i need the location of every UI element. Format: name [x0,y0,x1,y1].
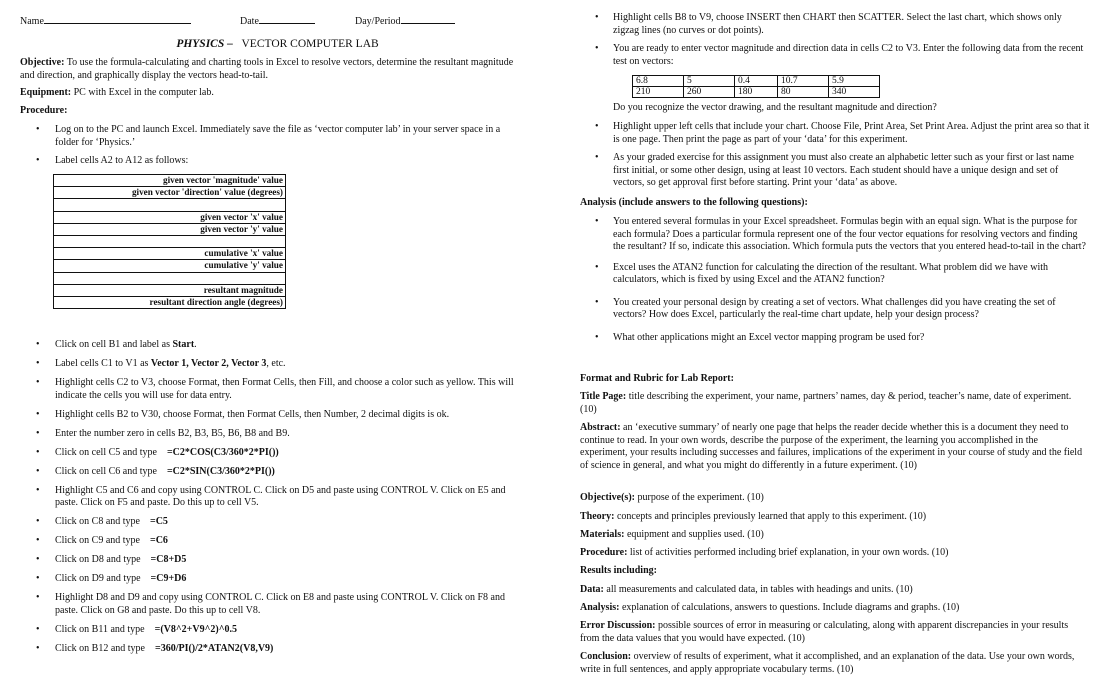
procedure-steps-list [20,339,525,655]
table-row [54,260,286,272]
vector-data-table [632,75,880,98]
rubric-text: title describing the experiment, your name, partners’ names, day & period, teacher’s name, date of experiment. (10) [580,391,1072,415]
rubric-text: overview of results of experiment, what it accomplished, and an explanation of the data. Use your own words, write in full sentences, and apply appropriate vocabulary terms. (10) [580,651,1075,675]
rubric-materials [580,529,1085,542]
procedure-step [20,428,525,441]
step-text: Click on D9 and type [55,573,151,584]
procedure-heading [20,105,525,118]
step-text: Highlight cells B8 to V9, choose INSERT then CHART then SCATTER. Select the last chart, which shows only zigzag lines (no curves or dot points). [613,12,1062,36]
table-row [54,187,286,199]
step-bold: =C2*COS(C3/360*2*PI()) [166,446,279,458]
step-text: Click on D8 and type [55,554,151,565]
rubric-label: Results including: [580,565,657,576]
table-row [54,272,286,284]
step-text: Click on cell B1 and label as [55,339,173,350]
rubric-analysis [580,602,1085,615]
print-steps [580,121,1090,190]
question-text: What other applications might an Excel vector mapping program be used for? [613,331,925,343]
table-row [633,76,880,87]
rubric-label: Procedure: [580,547,628,558]
date-label: Date [240,16,259,27]
rubric-label: Materials: [580,529,625,540]
table-row [633,87,880,98]
objective-text: To use the formula-calculating and charting tools in Excel to resolve vectors, determine the resultant magnitude and direction, and graphically display the vectors head-to-tail. [20,57,514,81]
table-cell: 340 [829,87,880,98]
step-text: Click on C8 and type [55,516,150,527]
analysis-question [580,297,1090,322]
table-cell: 10.7 [778,76,829,87]
header-row [20,13,520,27]
page-title [20,37,535,51]
table-cell: 5.9 [829,76,880,87]
procedure-top-list [20,124,525,168]
procedure-step [580,12,1090,37]
rubric-data [580,584,1085,597]
procedure-step [580,121,1090,146]
procedure-step [20,643,525,656]
step-text: Highlight D8 and D9 and copy using CONTROL C. Click on E8 and paste using CONTROL V. Click on F8 and paste. Click on G8 and paste. Do this up to cell V8. [55,592,505,616]
procedure-step-text: Log on to the PC and launch Excel. Immediately save the file as ‘vector computer lab’ in your server space in a folder for ‘Physics.’ [55,124,501,148]
procedure-step-text: Label cells A2 to A12 as follows: [55,155,189,166]
table-cell: resultant direction angle (degrees) [54,296,286,308]
step-text: Click on B12 and type [55,642,155,654]
table-row [54,199,286,211]
table-row [54,284,286,296]
step-text: You are ready to enter vector magnitude and direction data in cells C2 to V3. Enter the following data from the recent test on vectors: [613,43,1084,67]
table-row [54,223,286,235]
analysis-questions [580,216,1090,344]
analysis-question [580,216,1090,254]
step-text-post: . [194,339,197,350]
rubric-procedure [580,547,1085,560]
table-cell: given vector 'y' value [54,223,286,235]
rubric-label: Data: [580,584,604,595]
rubric-label: Analysis: [580,602,620,613]
procedure-step [20,339,525,352]
step-bold: =C9+D6 [150,573,187,584]
table-row [54,296,286,308]
procedure-step [20,124,525,149]
procedure-step [20,554,525,567]
table-cell: given vector 'magnitude' value [54,175,286,187]
table-cell: 260 [684,87,735,98]
date-blank [259,13,315,24]
analysis-heading-text: Analysis (include answers to the following questions): [580,197,808,208]
title-subject: PHYSICS – [176,38,233,50]
step-text-post: , etc. [266,358,286,369]
period-field [355,13,455,29]
analysis-heading [580,197,1085,210]
table-cell: 210 [633,87,684,98]
rubric-label: Conclusion: [580,651,632,662]
procedure-step [20,409,525,422]
question-text: You created your personal design by creating a set of vectors. What challenges did you have creating the set of vectors? How does Excel, particularly the real-time chart update, help your design process? [613,296,1056,320]
procedure-step [20,466,525,479]
equipment-section [20,87,525,100]
step-text: Click on C9 and type [55,535,150,546]
rubric-heading [580,373,1085,386]
rubric-text: all measurements and calculated data, in tables with headings and units. (10) [603,584,913,595]
name-label: Name [20,16,44,27]
rubric-label: Theory: [580,511,615,522]
rubric-label: Abstract: [580,422,621,433]
objective-section [20,57,525,82]
equipment-text: PC with Excel in the computer lab. [73,87,214,98]
table-row [54,235,286,247]
step-bold: Vector 1, Vector 2, Vector 3 [150,358,267,369]
cell-label-table [53,174,286,309]
analysis-question [580,262,1090,287]
objective-label: Objective: [20,57,65,68]
table-cell: cumulative 'x' value [54,248,286,260]
rubric-label: Title Page: [580,391,627,402]
table-cell [54,199,286,211]
step-bold: =C2*SIN(C3/360*2*PI()) [166,465,275,477]
name-blank [44,13,191,24]
step-text: Highlight C5 and C6 and copy using CONTROL C. Click on D5 and paste using CONTROL V. Click on E5 and paste. Click on F5 and paste. Do this up to cell V5. [55,484,506,508]
table-cell: 0.4 [735,76,778,87]
table-cell: resultant magnitude [54,284,286,296]
table-cell: 6.8 [633,76,684,87]
step-text: Click on cell C5 and type [55,446,167,458]
period-label: Day/Period [355,16,401,27]
step-text: Highlight cells C2 to V3, choose Format, then Format Cells, then Fill, and choose a color such as yellow. This will indicate the cells you will use for data entry. [55,377,514,401]
procedure-step [20,485,525,510]
procedure-step [20,573,525,586]
rubric-abstract [580,422,1085,472]
table-cell [54,272,286,284]
table-cell: 5 [684,76,735,87]
name-field [20,13,191,29]
step-bold: Start [172,339,195,350]
question-text: You entered several formulas in your Excel spreadsheet. Formulas begin with an equal sign. What is the purpose for each formula? Does a particular formula represent one of the four vector equations for resolving vectors and finding the resultant? If so, indicate this association. Which formula puts the vectors that you entered head-to-tail in the chart? [613,216,1086,252]
analysis-question [580,332,1090,345]
rubric-conclusion [580,651,1085,676]
rubric-results [580,565,1085,578]
rubric-text: equipment and supplies used. (10) [624,529,764,540]
procedure-step [580,152,1090,190]
rubric-text: concepts and principles previously learned that apply to this experiment. (10) [614,511,927,522]
rubric-text: purpose of the experiment. (10) [634,492,764,503]
procedure-heading-text: Procedure: [20,105,68,116]
rubric-title-page [580,391,1085,416]
rubric-text: an ‘executive summary’ of nearly one page that helps the reader decide whether this is a document they need to continue to read. In your own words, describe the purpose of the experiment, the learning you accomplished in the experiment, your results including successes and failures, implications of the experiment in your course of study and the field of science in general, and what you might do differently in a future experiment. (10) [580,422,1083,471]
rubric-text: possible sources of error in measuring or calculating, along with apparent discrepancies in your results from the data values that you would have expected. (10) [580,620,1069,644]
step-text: Click on B11 and type [55,623,155,635]
step-text: Click on cell C6 and type [55,465,167,477]
period-blank [401,13,455,24]
table-cell: given vector 'x' value [54,211,286,223]
equipment-label: Equipment: [20,87,72,98]
procedure-step [20,592,525,617]
step-text: As your graded exercise for this assignment you must also create an alphabetic letter such as your first or last name first initial, or some other design, using at least 10 vectors. Each student should have a unique design and set of vectors, so get approval first before starting. Print your ‘data’ as above. [613,152,1074,188]
procedure-step [20,377,525,402]
procedure-step [20,447,525,460]
procedure-step [20,535,525,548]
date-field [240,13,315,29]
step-bold: =C5 [150,516,168,527]
table-row [54,175,286,187]
step-bold: =360/PI()/2*ATAN2(V8,V9) [155,642,274,654]
step-text: Highlight cells B2 to V30, choose Format, then Format Cells, then Number, 2 decimal digits is ok. [55,408,450,420]
rubric-theory [580,511,1085,524]
rubric-heading-text: Format and Rubric for Lab Report: [580,373,734,384]
procedure-step [20,358,525,371]
chart-steps [580,12,1090,68]
table-cell: given vector 'direction' value (degrees) [54,187,286,199]
table-cell [54,235,286,247]
question-text: Excel uses the ATAN2 function for calculating the direction of the resultant. What problem did we have with calculators, which is fixed by using Excel and the ATAN2 function? [613,261,1048,285]
step-text: Label cells C1 to V1 as [55,358,151,369]
procedure-step [580,43,1090,68]
rubric-label: Error Discussion: [580,620,656,631]
title-lab: VECTOR COMPUTER LAB [241,38,379,50]
procedure-step [20,624,525,637]
table-cell: cumulative 'y' value [54,260,286,272]
rubric-error-discussion [580,620,1085,645]
step-bold: =C6 [150,535,168,546]
rubric-objective [580,492,1085,505]
rubric-text: explanation of calculations, answers to questions. Include diagrams and graphs. (10) [619,602,960,613]
step-bold: =(V8^2+V9^2)^0.5 [154,623,238,635]
procedure-step [20,155,525,168]
procedure-step [20,516,525,529]
table-cell: 180 [735,87,778,98]
step-bold: =C8+D5 [150,554,187,565]
step-text: Enter the number zero in cells B2, B3, B5, B6, B8 and B9. [55,427,290,439]
table-row [54,211,286,223]
rubric-label: Objective(s): [580,492,635,503]
table-row [54,248,286,260]
step-text: Highlight upper left cells that include your chart. Choose File, Print Area, Set Print Area. Adjust the print area so that it is one page. Then print the page as part of your ‘data’ for this experiment. [613,121,1090,145]
table-cell: 80 [778,87,829,98]
vector-question: Do you recognize the vector drawing, and the resultant magnitude and direction? [613,102,937,113]
rubric-text: list of activities performed including brief explanation, in your own words. (10) [627,547,949,558]
